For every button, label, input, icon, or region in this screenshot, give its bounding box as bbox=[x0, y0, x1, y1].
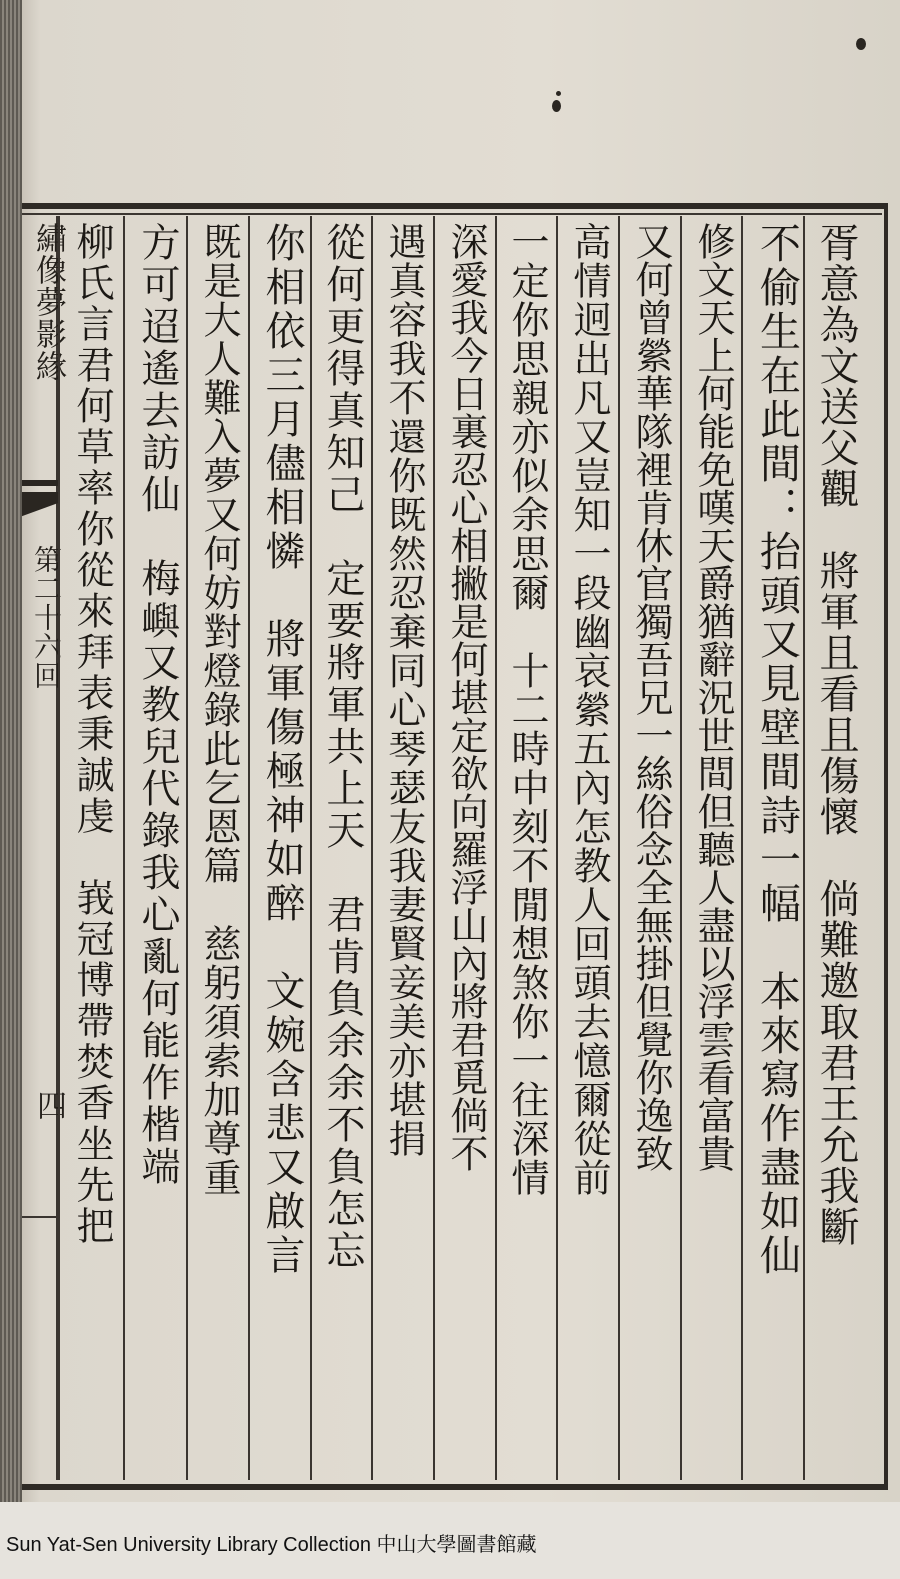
column-rule bbox=[556, 216, 558, 1480]
text-column-10: 你相依三月儘相憐 將軍傷極神如醉 文婉含悲又啟言 bbox=[259, 222, 305, 1278]
fishtail-mark bbox=[22, 492, 58, 532]
text-column-3: 修文天上何能免嘆天爵猶辭況世間但聽人盡以浮雲看富貴 bbox=[691, 222, 735, 1172]
column-rule bbox=[495, 216, 497, 1480]
text-column-13: 柳氏言君何草率你從來拜表秉誠虔 峩冠博帶焚香坐先把 bbox=[70, 222, 114, 1247]
text-column-7: 深愛我今日裏忍心相撇是何堪定欲向羅浮山內將君覓倘不 bbox=[444, 222, 488, 1172]
book-spine bbox=[0, 0, 22, 1579]
column-rule bbox=[680, 216, 682, 1480]
column-rule bbox=[310, 216, 312, 1480]
ink-spot bbox=[552, 100, 561, 112]
ink-spot bbox=[856, 38, 866, 50]
frame-inner-line bbox=[22, 213, 882, 215]
text-column-8: 遇真容我不還你既然忍棄同心琴瑟友我妻賢妾美亦堪捐 bbox=[382, 222, 426, 1158]
text-column-2: 不偷生在此間：抬頭又見壁間詩一幅 本來寫作盡如仙 bbox=[753, 222, 801, 1278]
banxin-chapter: 第二十六回 bbox=[30, 545, 63, 690]
column-rule bbox=[803, 216, 805, 1480]
column-rule bbox=[186, 216, 188, 1480]
text-column-6: 一定你思親亦似余思爾 十二時中刻不閒想煞你一往深情 bbox=[505, 222, 549, 1197]
text-column-5: 高情迥出凡又豈知一段幽哀縈五內怎教人回頭去憶爾從前 bbox=[567, 222, 611, 1197]
column-rule bbox=[248, 216, 250, 1480]
text-column-11: 既是大人難入夢又何妨對燈錄此乞恩篇 慈躬須索加尊重 bbox=[197, 222, 241, 1197]
text-column-9: 從何更得真知己 定要將軍共上天 君肯負余余不負怎忘 bbox=[320, 222, 365, 1272]
column-rule bbox=[123, 216, 125, 1480]
collection-caption: Sun Yat-Sen University Library Collection 中山大學圖書館藏 bbox=[6, 1534, 537, 1556]
text-column-1: 胥意為文送父觀 將軍且看且傷懷 倘難邀取君王允我斷 bbox=[813, 222, 859, 1247]
banxin-title: 繡像夢影緣 bbox=[30, 222, 66, 382]
banxin-column bbox=[22, 216, 58, 1480]
column-rule bbox=[433, 216, 435, 1480]
text-column-4: 又何曾縈華隊裡肯休官獨吾兄一絲俗念全無掛但覺你逸致 bbox=[629, 222, 673, 1172]
text-column-12: 方可迢遙去訪仙 梅嶼又教兒代錄我心亂何能作楷端 bbox=[135, 222, 180, 1188]
column-rule bbox=[58, 216, 60, 1480]
ink-spot bbox=[556, 91, 561, 96]
column-rule bbox=[741, 216, 743, 1480]
column-rule bbox=[371, 216, 373, 1480]
column-rule bbox=[618, 216, 620, 1480]
fishtail-bar bbox=[22, 480, 58, 486]
banxin-rule bbox=[22, 1216, 58, 1218]
page-number: 四 bbox=[31, 1090, 66, 1120]
